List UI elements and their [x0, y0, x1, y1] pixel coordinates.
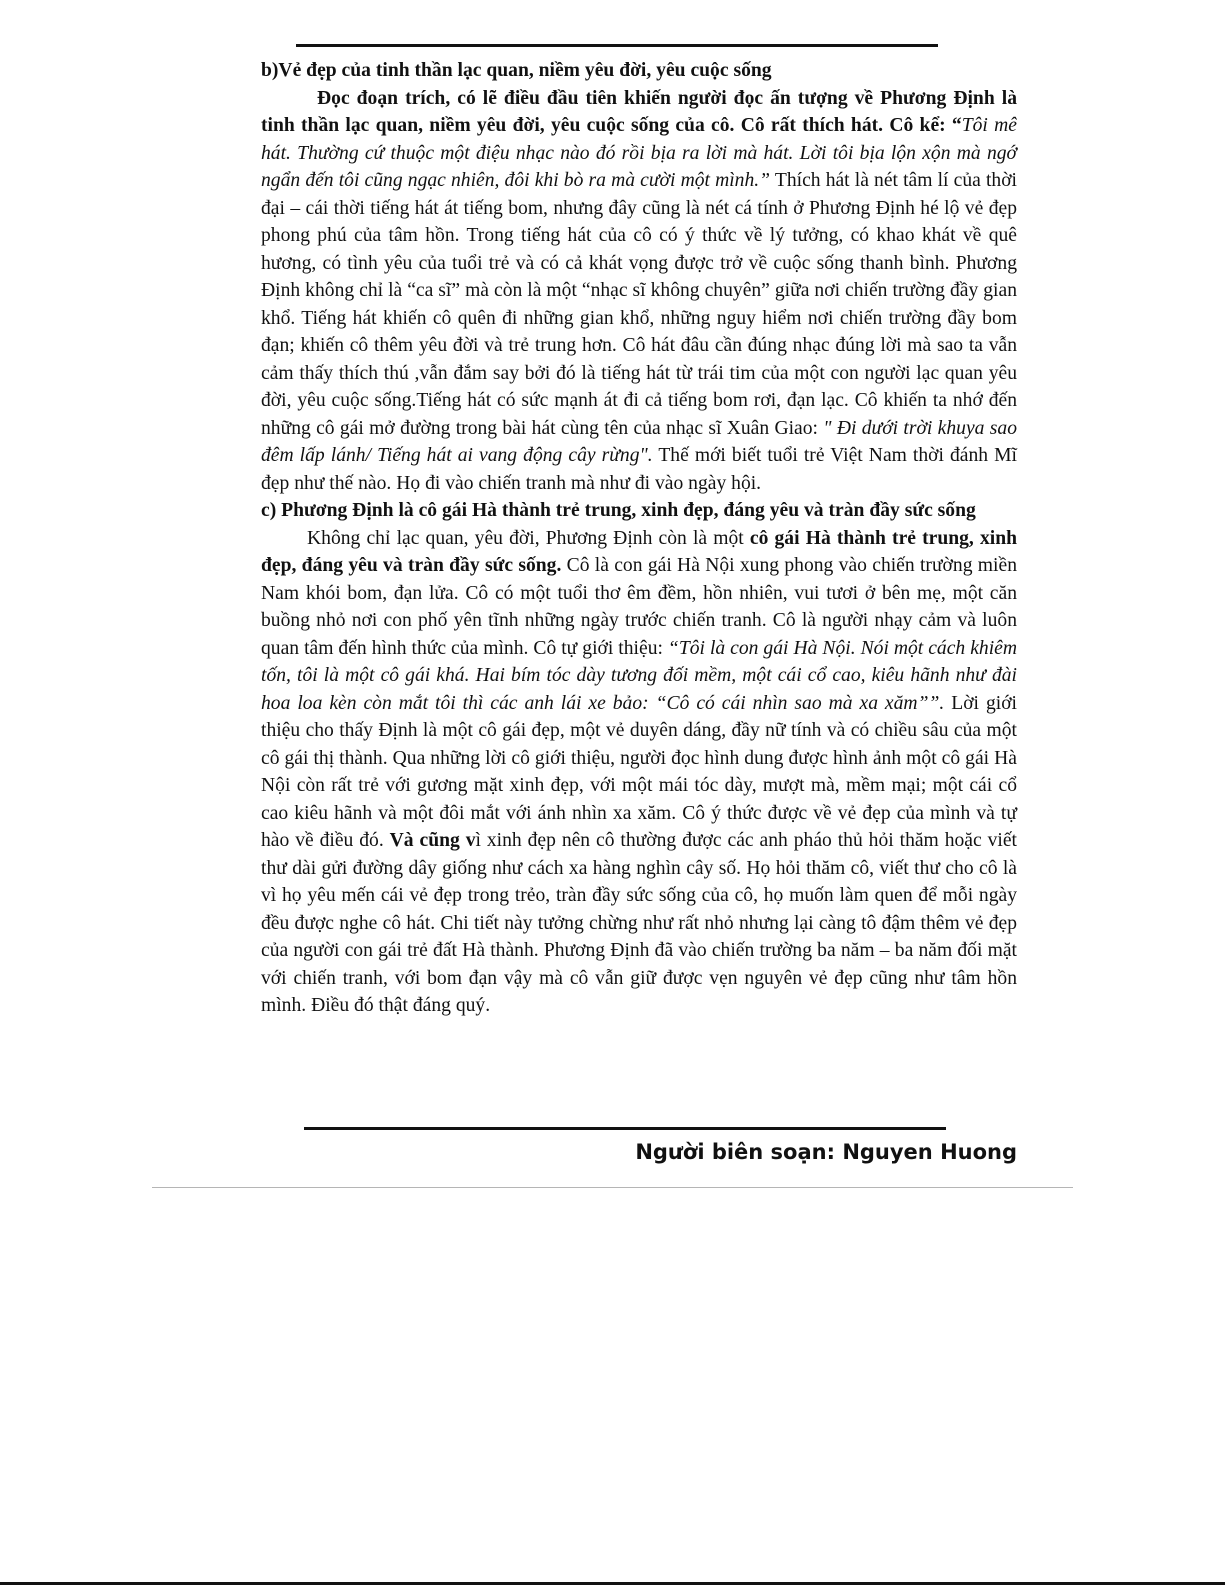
- section-b-heading: b)Vẻ đẹp của tinh thần lạc quan, niềm yêu đời, yêu cuộc sống: [261, 60, 772, 81]
- section-b-body-1: Thích hát là nét tâm lí của thời đại – cái thời tiếng hát át tiếng bom, nhưng đây cũng là nét cá tính ở Phương Định hé lộ vẻ đẹp phong phú của tâm hồn. Trong tiếng hát của cô có ý thức về lý tưởng, có khao khát về quê hương, có tình yêu của tuổi trẻ và có cả khát vọng được trở về cuộc sống thanh bình. Phương Định không chỉ là “ca sĩ” mà còn là một “nhạc sĩ không chuyên” giữa nơi chiến trường đầy gian khổ. Tiếng hát khiến cô quên đi những gian khổ, những nguy hiểm nơi chiến trường đầy bom đạn; khiến cô thêm yêu đời và trẻ trung hơn. Cô hát đâu cần đúng nhạc đúng lời mà sao ta vẫn cảm thấy thích thú ,vẫn đắm say bởi đó là tiếng hát từ trái tim của một con người lạc quan yêu đời, yêu cuộc sống.Tiếng hát có sức mạnh át đi cả tiếng bom rơi, đạn lạc. Cô khiến ta nhớ đến những cô gái mở đường trong bài hát cùng tên của nhạc sĩ Xuân Giao:: [261, 170, 1017, 439]
- section-c-paragraph: [261, 525, 1017, 1020]
- section-c-heading: c) Phương Định là cô gái Hà thành trẻ trung, xinh đẹp, đáng yêu và tràn đầy sức sống: [261, 500, 976, 521]
- page-divider: [152, 1187, 1073, 1188]
- top-rule: [296, 44, 938, 47]
- author-credit: Người biên soạn: Nguyen Huong: [635, 1140, 1017, 1164]
- bottom-rule: [304, 1127, 946, 1130]
- section-b-lead: Đọc đoạn trích, có lẽ điều đầu tiên khiến người đọc ấn tượng về Phương Định là tinh thần lạc quan, niềm yêu đời, yêu cuộc sống của cô. Cô rất thích hát. Cô kể: “: [261, 87, 1017, 136]
- section-b-quote-1: Tôi mê hát. Thường cứ thuộc một điệu nhạc nào đó rồi bịa ra lời mà hát. Lời tôi bịa lộn xộn mà ngớ ngẩn đến tôi cũng ngạc nhiên, đôi khi bò ra mà cười một mình.”: [261, 115, 1017, 191]
- section-b-body-2: Thế mới biết tuổi trẻ Việt Nam thời đánh Mĩ đẹp như thế nào. Họ đi vào chiến tranh mà như đi vào ngày hội.: [261, 445, 1017, 494]
- section-c-body-1: Cô là con gái Hà Nội xung phong vào chiến trường miền Nam khói bom, đạn lửa. Cô có một tuổi thơ êm đềm, hồn nhiên, vui tươi ở bên mẹ, một căn buồng nhỏ nơi con phố yên tĩnh những ngày trước chiến tranh. Cô là người nhạy cảm và luôn quan tâm đến hình thức của mình. Cô tự giới thiệu:: [261, 555, 1017, 659]
- document-body: [261, 57, 1017, 1020]
- section-c-quote: “Tôi là con gái Hà Nội. Nói một cách khiêm tốn, tôi là một cô gái khá. Hai bím tóc dày tương đối mềm, một cái cổ cao, kiêu hãnh như đài hoa loa kèn còn mắt tôi thì các anh lái xe bảo: “Cô có cái nhìn sao mà xa xăm””.: [261, 637, 1017, 714]
- section-c-body-2: Lời giới thiệu cho thấy Định là một cô gái đẹp, một vẻ duyên dáng, đầy nữ tính và có chiều sâu của một cô gái thị thành. Qua những lời cô giới thiệu, người đọc hình dung được hình ảnh một cô gái Hà Nội còn rất trẻ với gương mặt xinh đẹp, với một mái tóc dày, mượt mà, mềm mại; một cái cổ cao kiêu hãnh và một đôi mắt với ánh nhìn xa xăm. Cô ý thức được về vẻ đẹp của mình và tự hào về điều đó.: [261, 692, 1017, 851]
- section-b-quote-2: " Đi dưới trời khuya sao đêm lấp lánh/ Tiếng hát ai vang động cây rừng".: [261, 417, 1017, 466]
- section-c-intro: Không chỉ lạc quan, yêu đời, Phương Định còn là một: [307, 527, 750, 549]
- section-c-intro-bold: cô gái Hà thành trẻ trung, xinh đẹp, đáng yêu và tràn đầy sức sống.: [261, 527, 1018, 576]
- section-b-paragraph: [261, 85, 1017, 498]
- section-c-body-3-bold: Và cũng v: [389, 830, 476, 851]
- section-c-body-3: ì xinh đẹp nên cô thường được các anh pháo thủ hỏi thăm hoặc viết thư dài gửi đường dây giống như cách xa hàng nghìn cây số. Họ hỏi thăm cô, viết thư cho cô là vì họ yêu mến cái vẻ đẹp trong trẻo, tràn đầy sức sống của cô, họ muốn làm quen để mỗi ngày đều được nghe cô hát. Chi tiết này tưởng chừng như rất nhỏ nhưng lại càng tô đậm thêm vẻ đẹp của người con gái trẻ đất Hà thành. Phương Định đã vào chiến trường ba năm – ba năm đối mặt với chiến tranh, với bom đạn vậy mà cô vẫn giữ được vẹn nguyên vẻ đẹp cũng như tâm hồn mình. Điều đó thật đáng quý.: [261, 830, 1017, 1016]
